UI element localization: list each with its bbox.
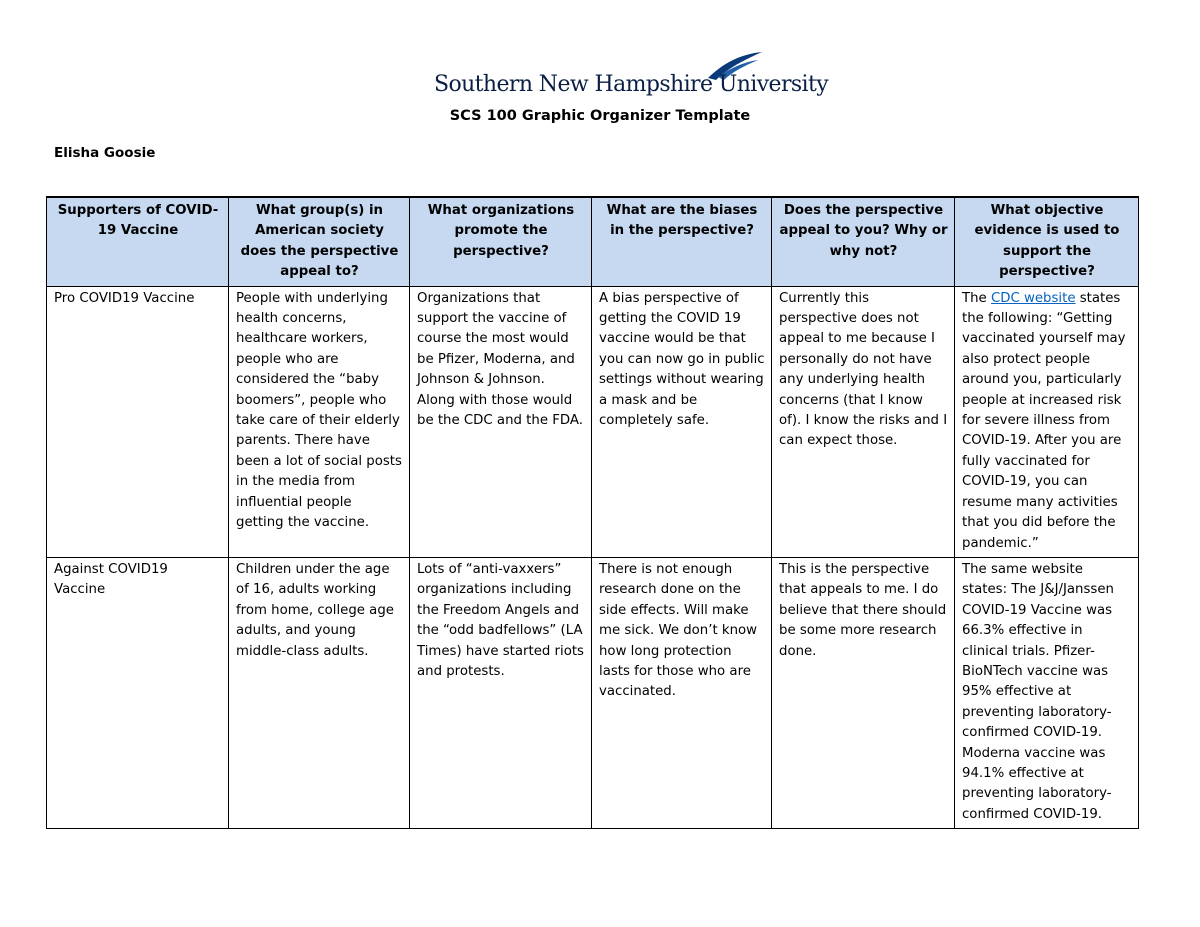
graphic-organizer-table [46, 196, 1139, 829]
column-header: What organizations promote the perspective? [410, 197, 592, 286]
evidence-prefix: The [962, 290, 991, 306]
author-name: Elisha Goosie [54, 145, 156, 161]
table-cell: Children under the age of 16, adults working from home, college age adults, and young middle-class adults. [229, 557, 410, 828]
table-cell: Organizations that support the vaccine of course the most would be Pfizer, Moderna, and Johnson & Johnson. Along with those would be the CDC and the FDA. [410, 286, 592, 557]
document-title: SCS 100 Graphic Organizer Template [449, 108, 751, 124]
table-row [47, 557, 1139, 828]
column-header: What group(s) in American society does the perspective appeal to? [229, 197, 410, 286]
university-name: Southern New Hampshire University [434, 72, 829, 97]
column-header: Supporters of COVID-19 Vaccine [47, 197, 229, 286]
table-cell: Against COVID19 Vaccine [47, 557, 229, 828]
table-cell: The same website states: The J&J/Janssen COVID-19 Vaccine was 66.3% effective in clinical trials. Pfizer-BioNTech vaccine was 95% effective at preventing laboratory-confirmed COVID-19. Moderna vaccine was 94.1% effective at preventing laboratory-confirmed COVID-19. [955, 557, 1139, 828]
evidence-text: states the following: “Getting vaccinated yourself may also protect people around you, particularly people at increased risk for severe illness from COVID-19. After you are fully vaccinated for COVID-19, you can resume many activities that you did before the pandemic.” [962, 290, 1126, 551]
table-cell [955, 286, 1139, 557]
column-header: What are the biases in the perspective? [592, 197, 772, 286]
cdc-website-link[interactable]: CDC website [990, 290, 1076, 306]
column-header: What objective evidence is used to support the perspective? [955, 197, 1139, 286]
table-row [47, 286, 1139, 557]
table-header-row [47, 197, 1139, 286]
table-cell: This is the perspective that appeals to me. I do believe that there should be some more research done. [772, 557, 955, 828]
column-header: Does the perspective appeal to you? Why or why not? [772, 197, 955, 286]
table-cell: Lots of “anti-vaxxers” organizations including the Freedom Angels and the “odd badfellows” (LA Times) have started riots and protests. [410, 557, 592, 828]
table-cell: A bias perspective of getting the COVID 19 vaccine would be that you can now go in public settings without wearing a mask and be completely safe. [592, 286, 772, 557]
table-cell: Currently this perspective does not appeal to me because I personally do not have any underlying health concerns (that I know of). I know the risks and I can expect those. [772, 286, 955, 557]
table-cell: Pro COVID19 Vaccine [47, 286, 229, 557]
university-logo [434, 50, 829, 105]
table-cell: People with underlying health concerns, healthcare workers, people who are considered the “baby boomers”, people who take care of their elderly parents. There have been a lot of social posts in the media from influential people getting the vaccine. [229, 286, 410, 557]
table-cell: There is not enough research done on the side effects. Will make me sick. We don’t know how long protection lasts for those who are vaccinated. [592, 557, 772, 828]
